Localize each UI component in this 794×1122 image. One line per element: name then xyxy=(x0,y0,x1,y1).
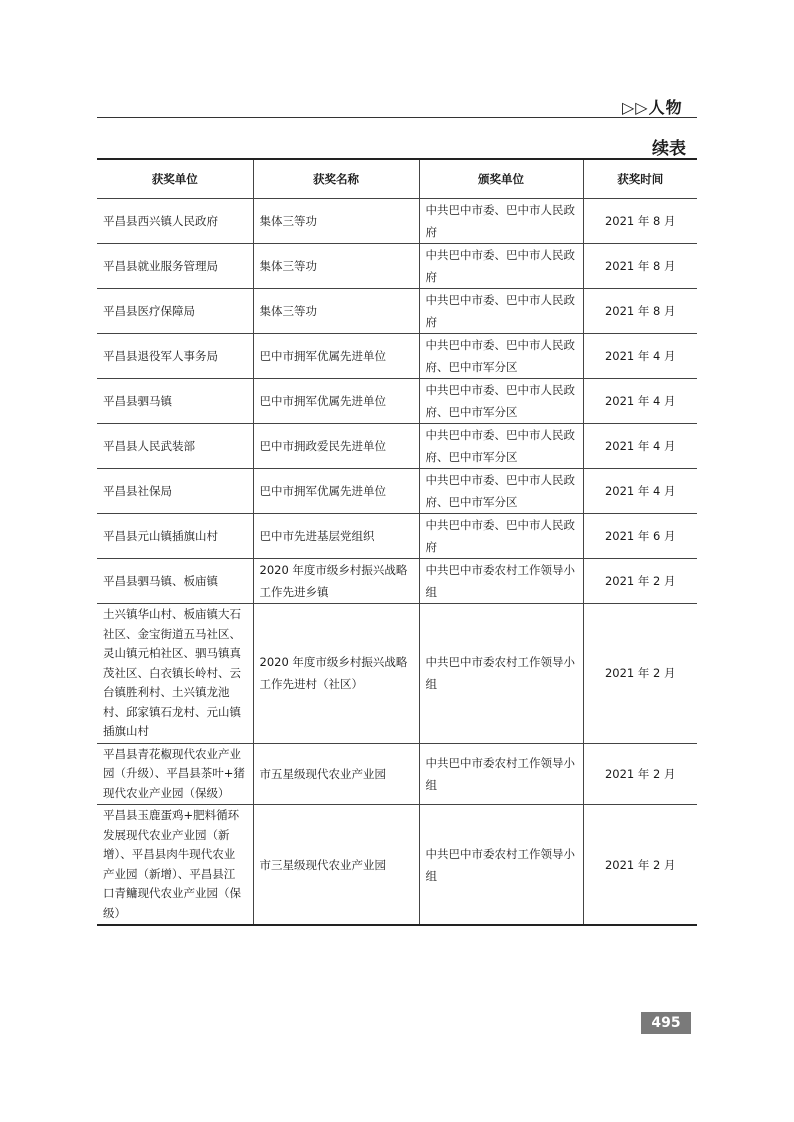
column-header-unit: 获奖单位 xyxy=(97,159,253,199)
table-row xyxy=(97,289,697,334)
cell-issuer: 中共巴中市委农村工作领导小组 xyxy=(419,559,583,604)
cell-date: 2021 年 8 月 xyxy=(583,199,697,244)
cell-award: 市五星级现代农业产业园 xyxy=(253,743,419,805)
cell-unit: 平昌县青花椒现代农业产业园（升级）、平昌县茶叶+猪现代农业产业园（保级） xyxy=(97,743,253,805)
table-caption: 续表 xyxy=(652,139,686,159)
cell-date: 2021 年 2 月 xyxy=(583,743,697,805)
cell-date: 2021 年 4 月 xyxy=(583,424,697,469)
awards-table xyxy=(97,158,697,926)
cell-award: 集体三等功 xyxy=(253,199,419,244)
cell-date: 2021 年 4 月 xyxy=(583,334,697,379)
cell-issuer: 中共巴中市委农村工作领导小组 xyxy=(419,805,583,926)
cell-unit: 平昌县退役军人事务局 xyxy=(97,334,253,379)
cell-unit: 平昌县就业服务管理局 xyxy=(97,244,253,289)
cell-unit: 平昌县西兴镇人民政府 xyxy=(97,199,253,244)
table-row xyxy=(97,805,697,926)
table-row xyxy=(97,379,697,424)
cell-date: 2021 年 4 月 xyxy=(583,379,697,424)
cell-issuer: 中共巴中市委农村工作领导小组 xyxy=(419,743,583,805)
cell-unit: 平昌县元山镇插旗山村 xyxy=(97,514,253,559)
cell-award: 集体三等功 xyxy=(253,289,419,334)
cell-unit: 土兴镇华山村、板庙镇大石社区、金宝街道五马社区、灵山镇元柏社区、驷马镇真茂社区、白衣镇长岭村、云台镇胜利村、土兴镇龙池村、邱家镇石龙村、元山镇插旗山村 xyxy=(97,604,253,744)
cell-unit: 平昌县人民武装部 xyxy=(97,424,253,469)
table-header-row xyxy=(97,159,697,199)
cell-issuer: 中共巴中市委、巴中市人民政府 xyxy=(419,244,583,289)
cell-date: 2021 年 8 月 xyxy=(583,289,697,334)
cell-unit: 平昌县驷马镇 xyxy=(97,379,253,424)
cell-award: 2020 年度市级乡村振兴战略工作先进村（社区） xyxy=(253,604,419,744)
cell-award: 巴中市拥军优属先进单位 xyxy=(253,379,419,424)
cell-date: 2021 年 2 月 xyxy=(583,805,697,926)
cell-issuer: 中共巴中市委、巴中市人民政府、巴中市军分区 xyxy=(419,424,583,469)
cell-unit: 平昌县驷马镇、板庙镇 xyxy=(97,559,253,604)
table-row xyxy=(97,743,697,805)
cell-issuer: 中共巴中市委、巴中市人民政府 xyxy=(419,289,583,334)
table-row xyxy=(97,559,697,604)
cell-award: 巴中市先进基层党组织 xyxy=(253,514,419,559)
cell-award: 市三星级现代农业产业园 xyxy=(253,805,419,926)
cell-date: 2021 年 6 月 xyxy=(583,514,697,559)
cell-issuer: 中共巴中市委农村工作领导小组 xyxy=(419,604,583,744)
page-number: 495 xyxy=(641,1012,691,1034)
cell-date: 2021 年 4 月 xyxy=(583,469,697,514)
cell-award: 巴中市拥军优属先进单位 xyxy=(253,334,419,379)
cell-award: 2020 年度市级乡村振兴战略工作先进乡镇 xyxy=(253,559,419,604)
cell-issuer: 中共巴中市委、巴中市人民政府、巴中市军分区 xyxy=(419,334,583,379)
table-row xyxy=(97,514,697,559)
cell-date: 2021 年 2 月 xyxy=(583,559,697,604)
cell-issuer: 中共巴中市委、巴中市人民政府、巴中市军分区 xyxy=(419,379,583,424)
cell-issuer: 中共巴中市委、巴中市人民政府、巴中市军分区 xyxy=(419,469,583,514)
cell-date: 2021 年 8 月 xyxy=(583,244,697,289)
column-header-award: 获奖名称 xyxy=(253,159,419,199)
cell-issuer: 中共巴中市委、巴中市人民政府 xyxy=(419,514,583,559)
table-row xyxy=(97,334,697,379)
header-rule xyxy=(97,117,697,118)
cell-award: 巴中市拥政爱民先进单位 xyxy=(253,424,419,469)
column-header-date: 获奖时间 xyxy=(583,159,697,199)
cell-unit: 平昌县玉鹿蛋鸡+肥料循环发展现代农业产业园（新增）、平昌县肉牛现代农业产业园（新增）、平昌县江口青鳙现代农业产业园（保级） xyxy=(97,805,253,926)
table-row xyxy=(97,199,697,244)
section-header: ▷▷人物 xyxy=(622,98,683,117)
column-header-issuer: 颁奖单位 xyxy=(419,159,583,199)
cell-award: 巴中市拥军优属先进单位 xyxy=(253,469,419,514)
table-row xyxy=(97,604,697,744)
table-row xyxy=(97,244,697,289)
cell-award: 集体三等功 xyxy=(253,244,419,289)
table-row xyxy=(97,469,697,514)
cell-issuer: 中共巴中市委、巴中市人民政府 xyxy=(419,199,583,244)
cell-date: 2021 年 2 月 xyxy=(583,604,697,744)
cell-unit: 平昌县社保局 xyxy=(97,469,253,514)
table-row xyxy=(97,424,697,469)
cell-unit: 平昌县医疗保障局 xyxy=(97,289,253,334)
